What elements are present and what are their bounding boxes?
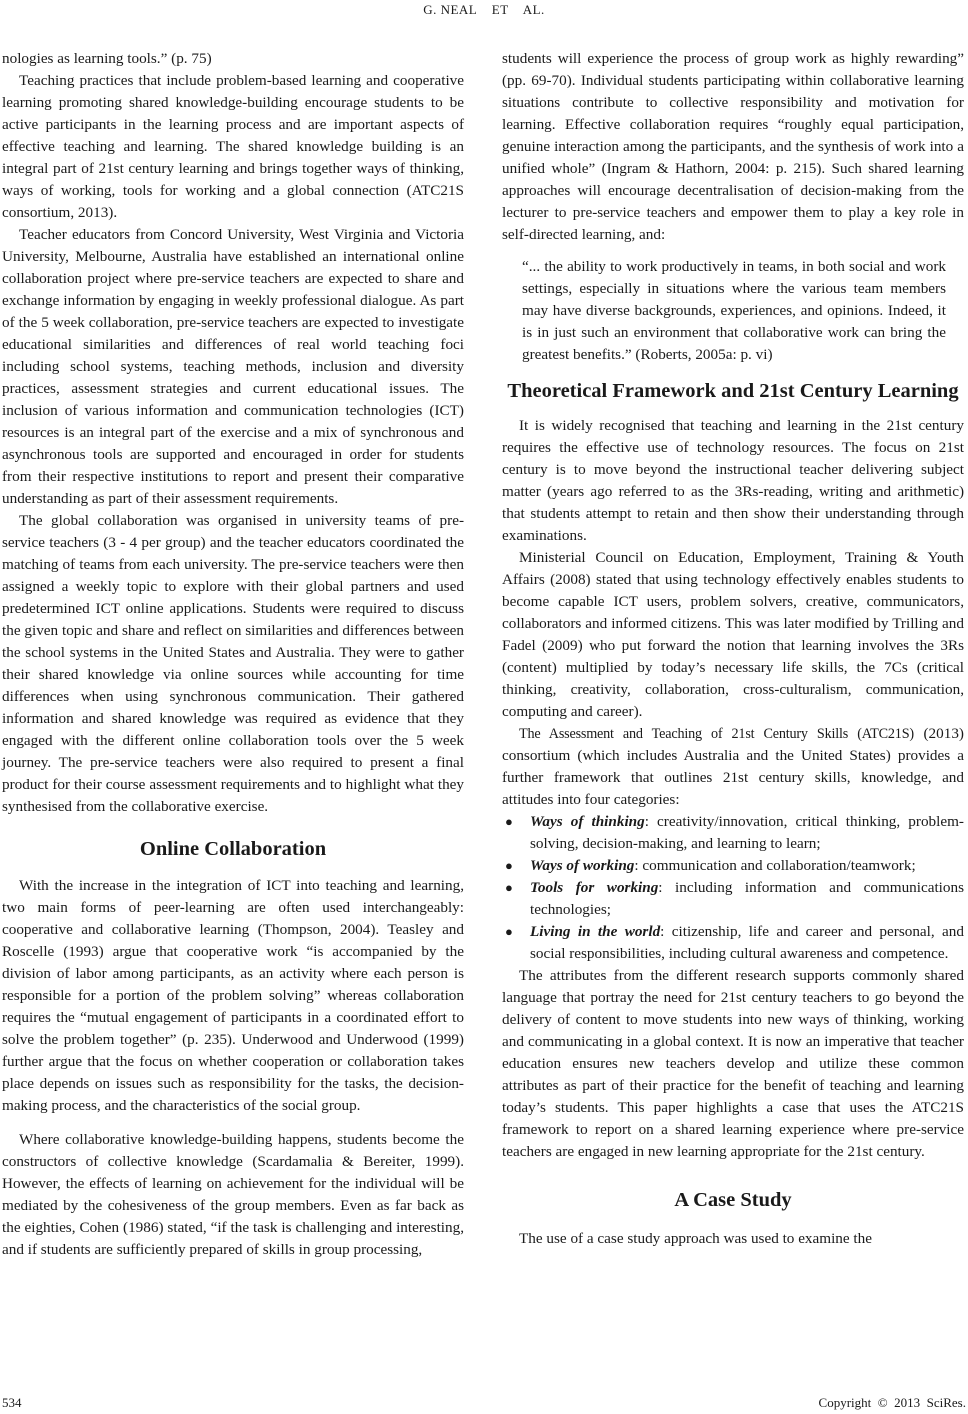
bullet-icon: ● <box>505 880 513 895</box>
paragraph: Teacher educators from Concord University, West Virginia and Victoria University, Melbourne, Australia have established an international online collaboration project where pre-service teachers are expected to share and exchange information by engaging in weekly professional dialogue. As part of the 5 week collaboration, pre-service teachers are expected to investigate educational similarities and differences of real world teaching foci including school systems, teaching methods, inclusion and diversity practices, assessment strategies and current educational issues. The inclusion of various information and communication technologies (ICT) resources is an integral part of the exercise and a mix of synchronous and asynchronous tools are supported and encouraged in order for students from their respective institutions to report and present their comparative understanding as part of their assessment requirements. <box>2 226 464 507</box>
bullet-icon: ● <box>505 814 513 829</box>
list-item <box>502 877 964 921</box>
paragraph: The use of a case study approach was used to examine the <box>519 1230 872 1247</box>
section-heading-online-collaboration: Online Collaboration <box>139 838 327 860</box>
page-number: 534 <box>2 1395 22 1410</box>
paragraph: Where collaborative knowledge-building happens, students become the constructors of collective knowledge (Scardamalia & Bereiter, 1999). However, the effects of learning on achievement for the individual will be mediated by the cohesiveness of the group members. Even as far back as the eighties, Cohen (1986) stated, “if the task is challenging and interesting, and if students are sufficiently prepared of skills in group processing, <box>2 1131 464 1258</box>
category-text: : including information and communications technologies; <box>530 879 964 918</box>
category-text: : citizenship, life and career and personal, and social responsibilities, including cultural awareness and competence. <box>530 923 964 962</box>
list-item <box>502 921 964 965</box>
section-heading-theoretical-framework: Theoretical Framework and 21st Century Learning <box>507 380 959 402</box>
paragraph: The global collaboration was organised in university teams of pre-service teachers (3 - 4 per group) and the teacher educators coordinated the matching of teams from each university. The pre-service teachers were then assigned a weekly topic to explore with their global partners and used predetermined ICT online applications. Students were required to discuss the given topic and share and reflect on similarities and differences between the school systems in the United States and Australia. They were to gather their shared knowledge via online sources while accounting for time differences when using synchronous communication. Their gathered information and shared knowledge was required as evidence that they engaged with the different online collaboration tools over the 5 week journey. The pre-service teachers were also required to present a final product for their course assessment requirements and to highlight what they synthesised from the collaborative exercise. <box>2 512 464 815</box>
category-list <box>502 811 964 965</box>
paragraph: The attributes from the different research supports commonly shared language that portray the need for 21st century teachers to go beyond the delivery of content to move students into new ways of thinking, working and communicating in a global context. It is now an imperative that teacher education ensures new teachers develop and utilize these common attributes as part of their practice for the benefit of teaching and learning today’s students. This paper highlights a case that uses the ATC21S framework to report on a shared learning experience where pre-service teachers are engaged in new learning appropriate for the 21st century. <box>502 967 964 1160</box>
category-term: Tools for working <box>530 879 659 896</box>
paragraph <box>502 723 964 811</box>
paragraph: It is widely recognised that teaching and learning in the 21st century requires the effective use of technology resources. The focus on 21st century is to move beyond the instructional teacher delivering subject matter (years ago referred to as the 3Rs-reading, writing and arithmetic) that students attempt to retain and then show their understanding through examinations. <box>502 417 964 544</box>
right-column <box>502 48 964 1250</box>
paragraph-rest: (2013) consortium (which includes Australia and the United States) provides a further framework that outlines 21st century skills, knowledge, and attitudes into four categories: <box>502 725 964 808</box>
section-heading-case-study: A Case Study <box>674 1189 792 1211</box>
category-term: Ways of working <box>530 857 635 874</box>
paragraph: nologies as learning tools.” (p. 75) <box>2 50 212 67</box>
paragraph: students will experience the process of group work as highly rewarding” (pp. 69-70). Individual students participating within collaborative learning situations contribute to collective responsibility and motivation for learning. Effective collaboration requires “roughly equal participation, genuine interaction among the participants, and the synthesis of work into a unified whole” (Ingram & Hathorn, 2004: p. 215). Such shared learning approaches will encourage decentralisation of decision-making from the lecturer to pre-service teachers and empower them to play a key role in self-directed learning, and: <box>502 50 964 243</box>
left-column <box>2 48 464 1261</box>
block-quote: “... the ability to work productively in teams, in both social and work settings, especially in situations where the various team members may have diverse backgrounds, experiences, and opinions. Indeed, it is in just such an environment that collaborative work can bring the greatest benefits.” (Roberts, 2005a: p. vi) <box>522 258 946 363</box>
running-head: G. NEAL ET AL. <box>423 2 545 17</box>
category-term: Ways of thinking <box>530 813 645 830</box>
category-text: : communication and collaboration/teamwork; <box>634 857 916 874</box>
paragraph: Ministerial Council on Education, Employment, Training & Youth Affairs (2008) stated that using technology effectively enables students to become capable ICT users, problem solvers, creative, communicators, collaborators and informed citizens. This was later modified by Trilling and Fadel (2009) who put forward the notion that learning involves the 3Rs (content) multiplied by today’s necessary life skills, the 7Cs (critical thinking, creativity, collaboration, cross-culturalism, communication, computing and career). <box>502 549 964 720</box>
bullet-icon: ● <box>505 858 513 873</box>
category-text: : creativity/innovation, critical thinking, problem-solving, decision-making, and learning to learn; <box>530 813 964 852</box>
copyright-notice: Copyright © 2013 SciRes. <box>818 1395 966 1410</box>
list-item <box>502 811 964 855</box>
paragraph-lead: The Assessment and Teaching of 21st Century Skills (ATC21S) <box>519 726 914 742</box>
bullet-icon: ● <box>505 924 513 939</box>
category-term: Living in the world <box>530 923 661 940</box>
paragraph: Teaching practices that include problem-based learning and cooperative learning promoting shared knowledge-building encourage students to be active participants in the learning process and are important aspects of effective teaching and learning. The shared knowledge building is an integral part of 21st century learning and brings together ways of thinking, ways of working, tools for working and a global connection (ATC21S consortium, 2013). <box>2 72 464 221</box>
paragraph: With the increase in the integration of ICT into teaching and learning, two main forms of peer-learning are often used interchangeably: cooperative and collaborative learning (Thompson, 2004). Teasley and Roscelle (1993) argue that cooperative work “is accompanied by the division of labor among participants, as an activity where each person is responsible for a portion of the problem solving” whereas collaboration requires the “mutual engagement of participants in a coordinated effort to solve the problem together” (p. 235). Underwood and Underwood (1999) further argue that the focus on whether cooperation or collaboration takes place depends on issues such as responsibility for the tasks, the decision-making process, and the characteristics of the social group. <box>2 877 464 1114</box>
list-item <box>502 855 964 877</box>
